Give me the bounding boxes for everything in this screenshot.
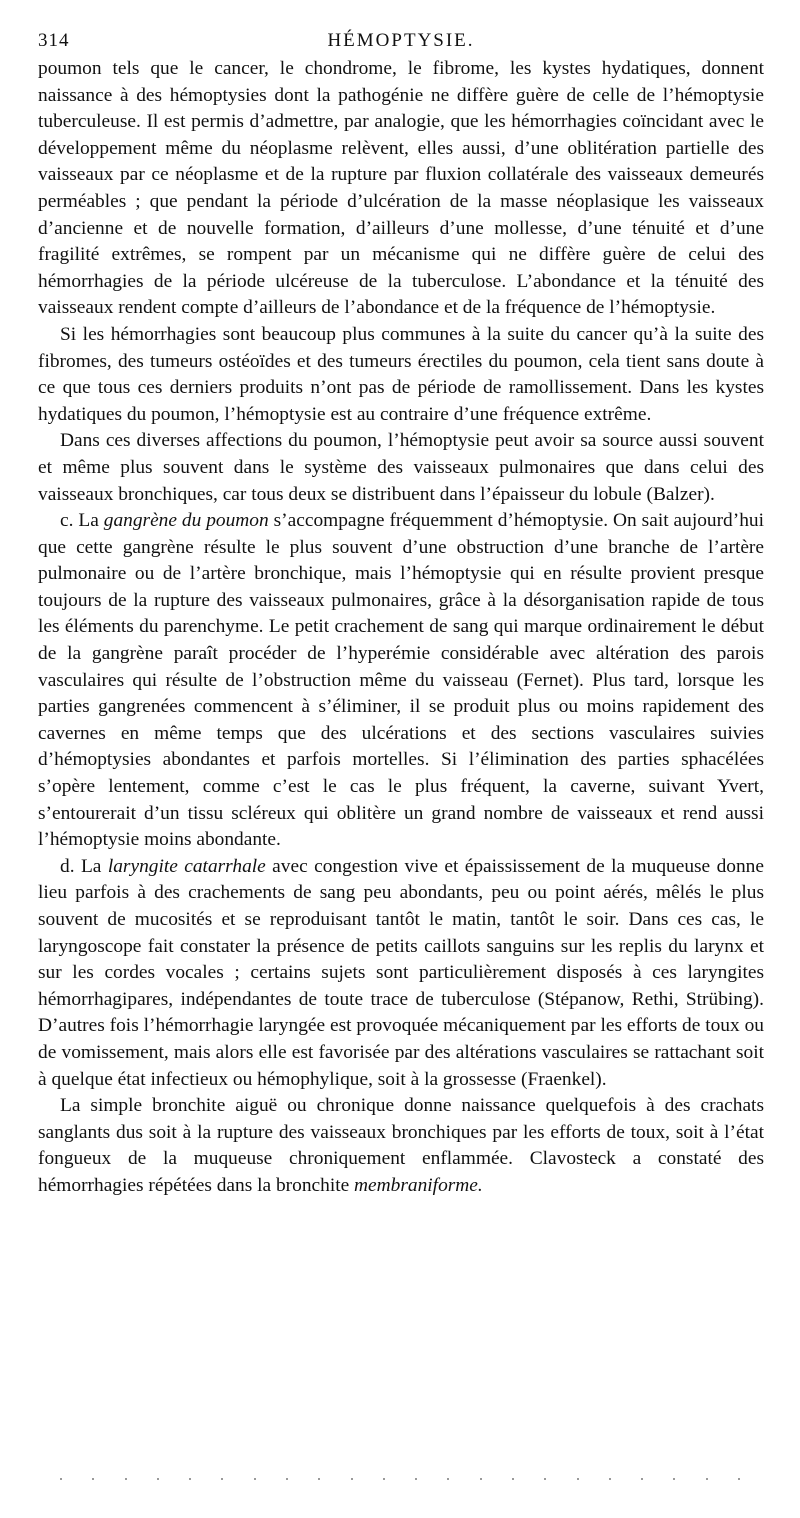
paragraph-text: s’accompagne fréquemment d’hémoptysie. On sait aujourd’hui que cette gangrène résulte le plus souvent d’une obstruction d’une branche de l’artère pulmonaire ou de l’artère bronchique, mais l’hémoptysie qui en résulte provient presque toujours de la rupture des vaisseaux pulmonaires, grâce à la désorganisation rapide de tous les éléments du parenchyme. Le petit crachement de sang qui marque ordinairement le début de la gangrène paraît procéder de l’hyperémie considérable avec altération des parois vasculaires qui résulte de l’obstruction même du vaisseau (Fernet). Plus tard, lorsque les parties gangrenées commencent à s’éliminer, il se produit plus ou moins rapidement des cavernes en même temps que des ulcérations et des sections vasculaires suivies d’hémoptysies abondantes et parfois mortelles. Si l’élimination des parties sphacélées s’opère lentement, comme c’est le cas le plus fréquent, la caverne, suivant Yvert, s’entourerait d’un tissu scléreux qui oblitère un grand nombre de vaisseaux et rend aussi l’hémoptysie moins abondante.: [38, 510, 764, 851]
paragraph-text: Dans ces diverses affections du poumon, l’hémoptysie peut avoir sa source aussi souvent et même plus souvent dans le système des vaisseaux pulmonaires que dans celui des vaisseaux bronchiques, car tous deux se distribuent dans l’épaisseur du lobule (Balzer).: [38, 430, 764, 505]
book-page: [38, 22, 764, 1200]
term-gangrene: gangrène du poumon: [103, 510, 269, 532]
paragraph-cancer-frequency: [38, 322, 764, 428]
body-text: [38, 56, 764, 1200]
paragraph-bronchitis: [38, 1093, 764, 1199]
paragraph-vessel-source: [38, 428, 764, 508]
paragraph-text: La simple bronchite aiguë ou chronique donne naissance quelquefois à des crachats sanglants dus soit à la rupture des vaisseaux bronchiques par les efforts de toux, soit à l’état fongueux de la muqueuse chroniquement enflammée. Clavosteck a constaté des hémorrhagies répétées dans la bronchite: [38, 1095, 764, 1196]
section-marker-c: c. La: [60, 510, 104, 532]
paragraph-text: Si les hémorrhagies sont beaucoup plus communes à la suite du cancer qu’à la suite des fibromes, des tumeurs ostéoïdes et des tumeurs érectiles du poumon, cela tient sans doute à ce que tous ces derniers produits n’ont pas de période de ramollissement. Dans les kystes hydatiques du poumon, l’hémoptysie est au contraire d’une fréquence extrême.: [38, 323, 764, 425]
paragraph-tumors-continued: [38, 56, 764, 322]
term-laryngitis: laryngite catarrhale: [107, 855, 266, 877]
paragraph-laryngitis: [38, 854, 764, 1093]
paragraph-gangrene: [38, 508, 764, 854]
paragraph-text: poumon tels que le cancer, le chondrome, le fibrome, les kystes hydatiques, donnent naissance à des hémoptysies dont la pathogénie ne diffère guère de celle de l’hémoptysie tuberculeuse. Il est permis d’admettre, par analogie, que les hémorrhagies coïncidant avec le développement même du néoplasme relèvent, elles aussi, d’une oblitération partielle des vaisseaux par ce néoplasme et de la rupture par fluxion collatérale des vaisseaux demeurés perméables ; que pendant la période d’ulcération de la masse néoplasique les vaisseaux d’ancienne et de nouvelle formation, d’ailleurs d’une mollesse, d’une ténuité et d’une fragilité extrêmes, se rompent par un mécanisme qui ne diffère guère de celui des hémorrhagies de la période ulcéreuse de la tuberculose. L’abondance et la ténuité des vaisseaux rendent compte d’ailleurs de l’abondance et de la fréquence de l’hémoptysie.: [38, 58, 764, 319]
running-title: HÉMOPTYSIE.: [327, 30, 475, 51]
page-number: 314: [38, 30, 70, 51]
paragraph-text: avec congestion vive et épaississement de la muqueuse donne lieu parfois à des crachements de sang peu abondants, peu ou point aérés, mêlés le plus souvent de mucosités et se reproduisant tantôt le matin, tantôt le soir. Dans ces cas, le laryngoscope fait constater la présence de petits caillots sanguins sur les replis du larynx et sur les cordes vocales ; certains sujets sont particulièrement disposés à ces laryngites hémorrhagipares, indépendantes de toute trace de tuberculose (Stépanow, Rethi, Strübing). D’autres fois l’hémorrhagie laryngée est provoquée mécaniquement par les efforts de toux ou de vomissement, mais alors elle est favorisée par des altérations vasculaires se rattachant soit à quelque état infectieux ou hémophylique, soit à la grossesse (Fraenkel).: [38, 855, 764, 1090]
scan-artifact-dots: [60, 1478, 740, 1482]
term-membraniforme: membraniforme.: [354, 1174, 483, 1196]
page-header: [38, 22, 764, 56]
section-marker-d: d. La: [60, 855, 108, 877]
